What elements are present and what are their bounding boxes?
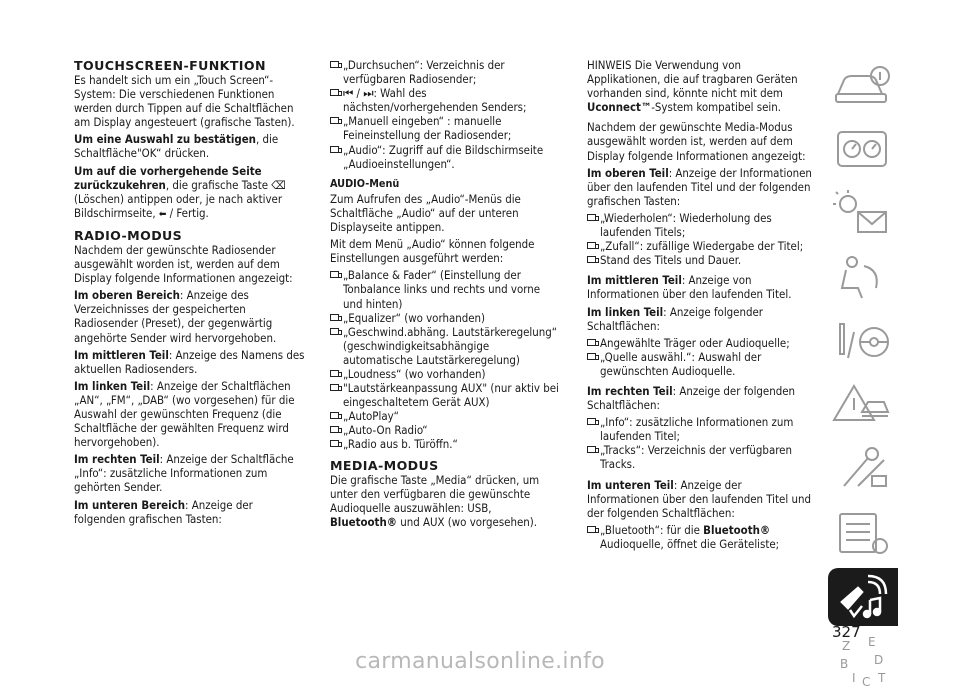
- bullet-icon: [330, 412, 339, 419]
- paragraph: Im linken Teil: Anzeige der Schaltflächen „AN“, „FM“, „DAB“ (wo vorgesehen) für die Auswahl der gewünschten Frequenz (die Schaltfläche der gewählten Frequenz wird hervorgehoben).: [74, 378, 295, 450]
- bullet-icon: [587, 256, 596, 263]
- paragraph: Im oberen Teil: Anzeige der Informationen über den laufenden Titel und der folgenden grafischen Tasten:: [587, 165, 812, 208]
- watermark: carmanualsonline.info: [355, 649, 605, 674]
- paragraph: Nachdem der gewünschte Radiosender ausgewählt worden ist, werden auf dem Display folgende Informationen angezeigt:: [74, 242, 293, 286]
- subheading-audio-menu: AUDIO-Menü: [330, 176, 400, 190]
- bullet-icon: [587, 446, 596, 453]
- paragraph: Nachdem der gewünschte Media-Modus ausgewählt worden ist, werden auf dem Display folgende Informationen angezeigt:: [587, 120, 806, 163]
- list-item: „Radio aus b. Türöffn.“: [330, 437, 560, 451]
- paragraph: Im linken Teil: Anzeige folgender Schaltflächen:: [587, 304, 764, 333]
- chapter-sidebar: [828, 56, 898, 696]
- heading-media: MEDIA-MODUS: [330, 457, 439, 473]
- index-letter: I: [852, 671, 856, 685]
- bullet-icon: [587, 339, 596, 346]
- paragraph: Es handelt sich um ein „Touch Screen“-System: Die verschiedenen Funktionen werden durch Tippen auf die Schaltflächen am Display angesteuert (grafische Tasten).: [74, 73, 295, 130]
- paragraph: Im rechten Teil: Anzeige der folgenden Schaltflächen:: [587, 383, 796, 413]
- bullet-icon: [330, 328, 339, 335]
- bullet-icon: [587, 353, 596, 360]
- paragraph: Um auf die vorhergehende Seite zurückzukehren, die grafische Taste ⌫ (Löschen) antippen oder, je nach aktiver Bildschirmseite, ⬅ / Fertig.: [74, 163, 286, 220]
- warning-car-icon[interactable]: [828, 376, 898, 434]
- bullet-icon: [330, 117, 339, 124]
- safety-airbag-icon[interactable]: [828, 248, 898, 306]
- list-item: Stand des Titels und Dauer.: [587, 253, 815, 267]
- list-item: „Geschwind.abhäng. Lautstärkeregelung“ (geschwindigkeitsabhängige automatische Lautstärkeregelung): [330, 325, 560, 367]
- list-item: „AutoPlay“: [330, 409, 560, 423]
- heading-touchscreen: TOUCHSCREEN-FUNKTION: [74, 58, 266, 73]
- list-item: „Wiederholen“: Wiederholung des laufenden Titels;: [587, 211, 815, 239]
- specs-list-icon[interactable]: [828, 504, 898, 562]
- bullet-icon: [330, 384, 339, 391]
- heading-radio: RADIO-MODUS: [74, 227, 183, 243]
- list-item: „Quelle auswähl.“: Auswahl der gewünschten Audioquelle.: [587, 350, 815, 378]
- bullet-icon: [330, 271, 339, 278]
- lights-icon[interactable]: [828, 184, 898, 242]
- multimedia-icon[interactable]: [828, 568, 898, 626]
- page-number: 327: [832, 623, 861, 641]
- column-1: [74, 58, 306, 529]
- bullet-icon: [587, 526, 596, 533]
- column-3: [587, 58, 815, 551]
- list-item: „Equalizer“ (wo vorhanden): [330, 311, 560, 325]
- list-item: Angewählte Träger oder Audioquelle;: [587, 336, 815, 350]
- paragraph: Mit dem Menü „Audio“ können folgende Einstellungen ausgeführt werden:: [330, 237, 535, 266]
- list-item: „Tracks“: Verzeichnis der verfügbaren Tracks.: [587, 443, 815, 471]
- paragraph: Im oberen Bereich: Anzeige des Verzeichnisses der gespeicherten Radiosender (Preset), der gegenwärtig angehörte Sender wird hervorgehoben.: [74, 288, 277, 345]
- note-paragraph: HINWEIS Die Verwendung von Applikationen, die auf tragbaren Geräten vorhanden sind, könnte nicht mit dem Uconnect™-System kompatibel sein.: [587, 58, 798, 115]
- paragraph: Im mittleren Teil: Anzeige des Namens des aktuellen Radiosenders.: [74, 347, 305, 376]
- index-letter: D: [874, 653, 884, 667]
- column-2: [330, 58, 560, 532]
- back-arrow-icon: ⬅: [158, 208, 167, 220]
- index-letter: T: [878, 671, 886, 685]
- list-item: „Loudness“ (wo vorhanden): [330, 367, 560, 381]
- bullet-icon: [330, 146, 339, 153]
- index-letter: Z: [842, 639, 851, 653]
- bullet-icon: [330, 89, 339, 96]
- index-letter: B: [840, 657, 849, 671]
- bullet-icon: [330, 440, 339, 447]
- list-item: „Audio“: Zugriff auf die Bildschirmseite „Audioeinstellungen“.: [330, 143, 560, 171]
- bullet-icon: [587, 418, 596, 425]
- list-item: „Auto-On Radio“: [330, 423, 560, 437]
- paragraph: Die grafische Taste „Media“ drücken, um unter den verfügbaren die gewünschte Audioquelle auszuwählen: USB, Bluetooth® und AUX (wo vorgesehen).: [330, 472, 540, 529]
- list-item: „Balance & Fader“ (Einstellung der Tonbalance links und rechts und vorne und hinten): [330, 268, 560, 310]
- bullet-icon: [587, 214, 596, 221]
- tools-icon[interactable]: [828, 440, 898, 498]
- index-letter: E: [868, 635, 876, 649]
- car-info-icon[interactable]: [828, 56, 898, 114]
- list-item: „Zufall“: zufällige Wiedergabe der Titel;: [587, 239, 815, 253]
- list-item: „Durchsuchen“: Verzeichnis der verfügbaren Radiosender;: [330, 58, 560, 86]
- paragraph: Im unteren Bereich: Anzeige der folgenden grafischen Tasten:: [74, 497, 253, 526]
- bullet-icon: [587, 242, 596, 249]
- dashboard-icon[interactable]: [828, 120, 898, 178]
- paragraph: Um eine Auswahl zu bestätigen, die Schaltfläche"OK“ drücken.: [74, 132, 279, 161]
- list-item: ⏮ / ⏭: Wahl des nächsten/vorhergehenden Senders;: [330, 86, 560, 114]
- list-item: „Info“: zusätzliche Informationen zum laufenden Titel;: [587, 415, 815, 443]
- list-item: "Lautstärkeanpassung AUX" (nur aktiv bei eingeschaltetem Gerät AUX): [330, 381, 560, 409]
- paragraph: Im rechten Teil: Anzeige der Schaltfläche „Info“: zusätzliche Informationen zum gehörten Sender.: [74, 452, 294, 495]
- bullet-icon: [330, 370, 339, 377]
- bullet-icon: [330, 426, 339, 433]
- steering-tools-icon[interactable]: [828, 312, 898, 370]
- bullet-icon: [330, 61, 339, 68]
- paragraph: Im unteren Teil: Anzeige der Informationen über den laufenden Titel und der folgenden Schaltflächen:: [587, 477, 811, 520]
- paragraph: Zum Aufrufen des „Audio“-Menüs die Schaltfläche „Audio“ auf der unteren Displayseite antippen.: [330, 191, 521, 235]
- list-item: „Manuell eingeben“ : manuelle Feineinstellung der Radiosender;: [330, 114, 560, 142]
- index-letter: C: [862, 675, 871, 689]
- list-item: „Bluetooth“: für die Bluetooth® Audioquelle, öffnet die Geräteliste;: [587, 523, 815, 551]
- bullet-icon: [330, 314, 339, 321]
- paragraph: Im mittleren Teil: Anzeige von Informationen über den laufenden Titel.: [587, 273, 792, 302]
